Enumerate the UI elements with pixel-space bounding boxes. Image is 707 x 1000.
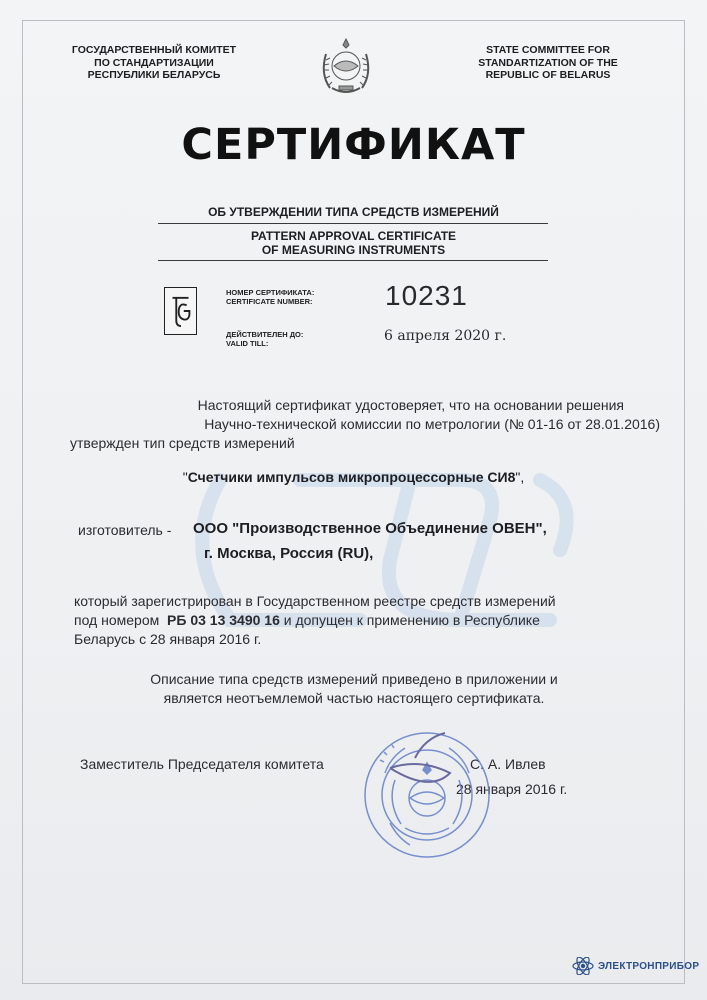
header-right-en: STATE COMMITTEE FOR STANDARTIZATION OF THE REPUBLIC OF BELARUS — [478, 44, 618, 81]
registration-number: РБ 03 13 3490 16 — [167, 612, 280, 628]
valid-till-label: ДЕЙСТВИТЕЛЕН ДО: VALID TILL: — [226, 330, 304, 348]
manufacturer-name: ООО "Производственное Объединение ОВЕН", — [193, 520, 547, 537]
signatory-name: С. А. Ивлев — [470, 756, 546, 772]
manufacturer-location: г. Москва, Россия (RU), — [204, 545, 374, 562]
header-left-ru: ГОСУДАРСТВЕННЫЙ КОМИТЕТ ПО СТАНДАРТИЗАЦИИ РЕСПУБЛИКИ БЕЛАРУСЬ — [71, 44, 237, 81]
signature-date: 28 января 2016 г. — [456, 781, 568, 797]
belarus-coat-of-arms-icon — [318, 36, 374, 96]
certificate-number-label: НОМЕР СЕРТИФИКАТА: CERTIFICATE NUMBER: — [226, 288, 315, 306]
manufacturer-label: изготовитель - — [78, 522, 172, 538]
divider-bottom — [158, 260, 548, 261]
certificate-number: 10231 — [385, 280, 468, 311]
registration-paragraph: который зарегистрирован в Государственном реестре средств измерений под номером РБ 03 13 3490 16 и допущен к применению в Республике Беларусь с 28 января 2016 г. — [74, 593, 556, 647]
description-paragraph: Описание типа средств измерений приведено в приложении и является неотъемлемой частью настоящего сертификата. — [150, 671, 558, 706]
document-title: СЕРТИФИКАТ — [181, 120, 526, 170]
instrument-name: "Счетчики импульсов микропроцессорные СИ8", — [182, 469, 525, 485]
subtitle-en: PATTERN APPROVAL CERTIFICATE OF MEASURING INSTRUMENTS — [250, 229, 457, 257]
signatory-role: Заместитель Председателя комитета — [80, 756, 324, 772]
brand-watermark — [572, 957, 699, 975]
brand-label: ЭЛЕКТРОНПРИБОР — [598, 960, 700, 972]
subtitle-ru: ОБ УТВЕРЖДЕНИИ ТИПА СРЕДСТВ ИЗМЕРЕНИЙ — [208, 205, 499, 219]
atom-logo-icon — [572, 957, 594, 975]
divider-top — [158, 223, 548, 224]
decision-paragraph: Настоящий сертификат удостоверяет, что на основании решения Научно-технической комиссии по метрологии (№ 01-16 от 28.01.2016) утвержден тип средств измерений — [70, 397, 660, 451]
pattern-approval-mark-icon — [164, 287, 197, 335]
official-round-seal-icon — [360, 728, 494, 862]
valid-till-date: 6 апреля 2020 г. — [384, 328, 507, 344]
